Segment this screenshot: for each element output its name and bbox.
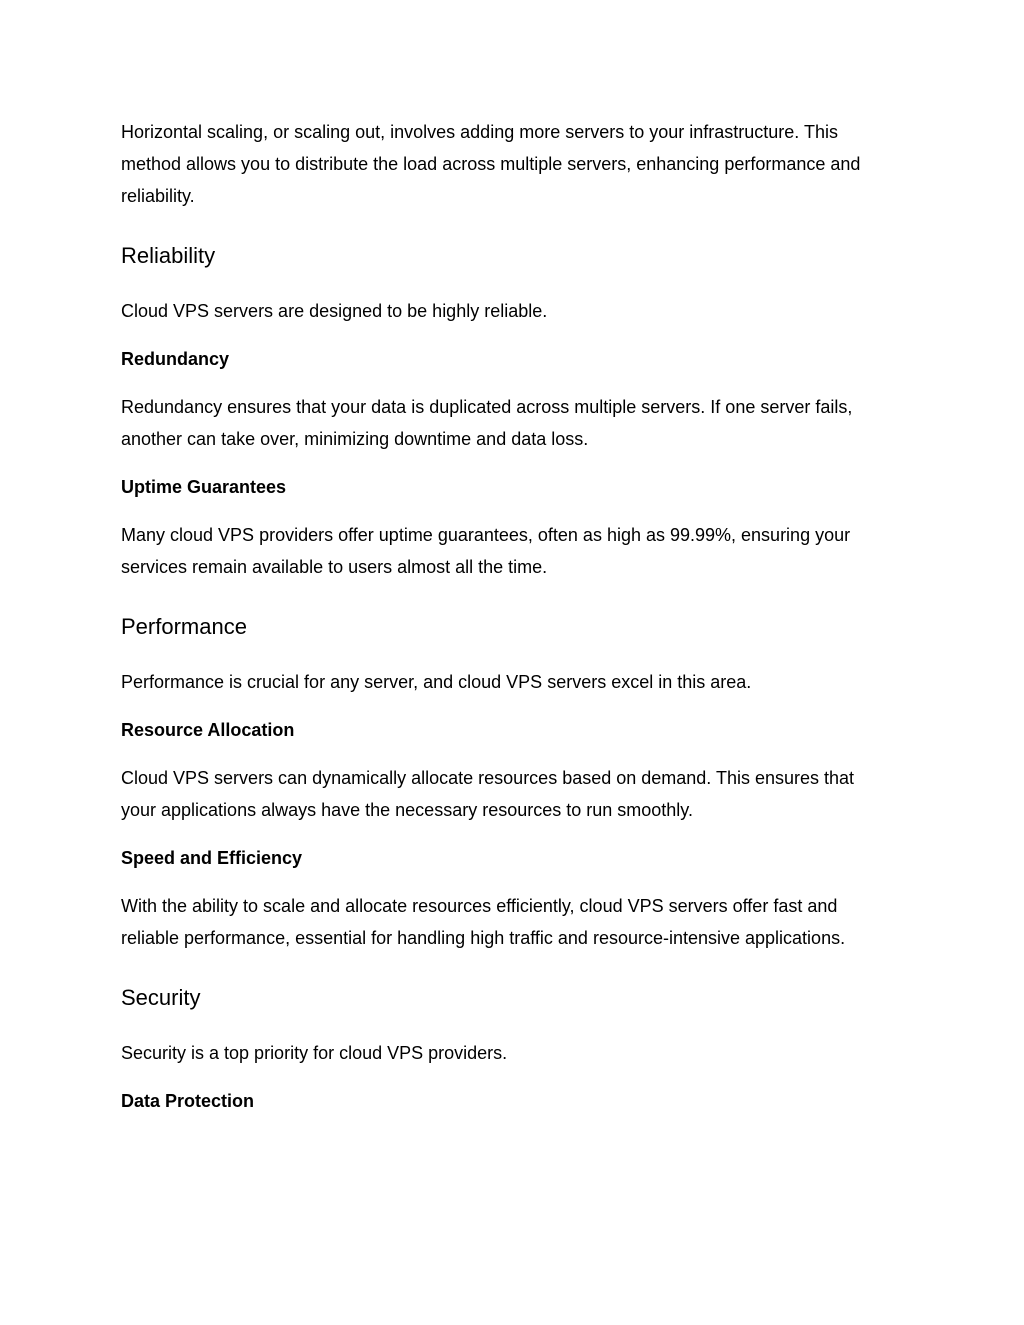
redundancy-paragraph: Redundancy ensures that your data is duplicated across multiple servers. If one server fails, another can take over, minimizing downtime and data loss. xyxy=(121,397,853,449)
uptime-paragraph: Many cloud VPS providers offer uptime guarantees, often as high as 99.99%, ensuring your services remain available to users almost all the time. xyxy=(121,525,851,577)
intro-paragraph: Horizontal scaling, or scaling out, involves adding more servers to your infrastructure. This method allows you to distribute the load across multiple servers, enhancing performance and reliability. xyxy=(121,122,861,206)
heading-performance: Performance xyxy=(121,614,247,639)
heading-uptime-guarantees: Uptime Guarantees xyxy=(121,477,287,497)
heading-speed-efficiency: Speed and Efficiency xyxy=(121,848,303,868)
resource-allocation-paragraph: Cloud VPS servers can dynamically allocate resources based on demand. This ensures that your applications always have the necessary resources to run smoothly. xyxy=(121,768,855,820)
security-paragraph: Security is a top priority for cloud VPS providers. xyxy=(121,1043,508,1063)
heading-redundancy: Redundancy xyxy=(121,349,230,369)
heading-data-protection: Data Protection xyxy=(121,1091,255,1111)
reliability-paragraph: Cloud VPS servers are designed to be highly reliable. xyxy=(121,301,548,321)
performance-paragraph: Performance is crucial for any server, and cloud VPS servers excel in this area. xyxy=(121,672,752,692)
heading-security: Security xyxy=(121,985,201,1010)
heading-resource-allocation: Resource Allocation xyxy=(121,720,295,740)
heading-reliability: Reliability xyxy=(121,243,216,268)
speed-efficiency-paragraph: With the ability to scale and allocate resources efficiently, cloud VPS servers offer fast and reliable performance, essential for handling high traffic and resource-intensive applications. xyxy=(121,896,846,948)
